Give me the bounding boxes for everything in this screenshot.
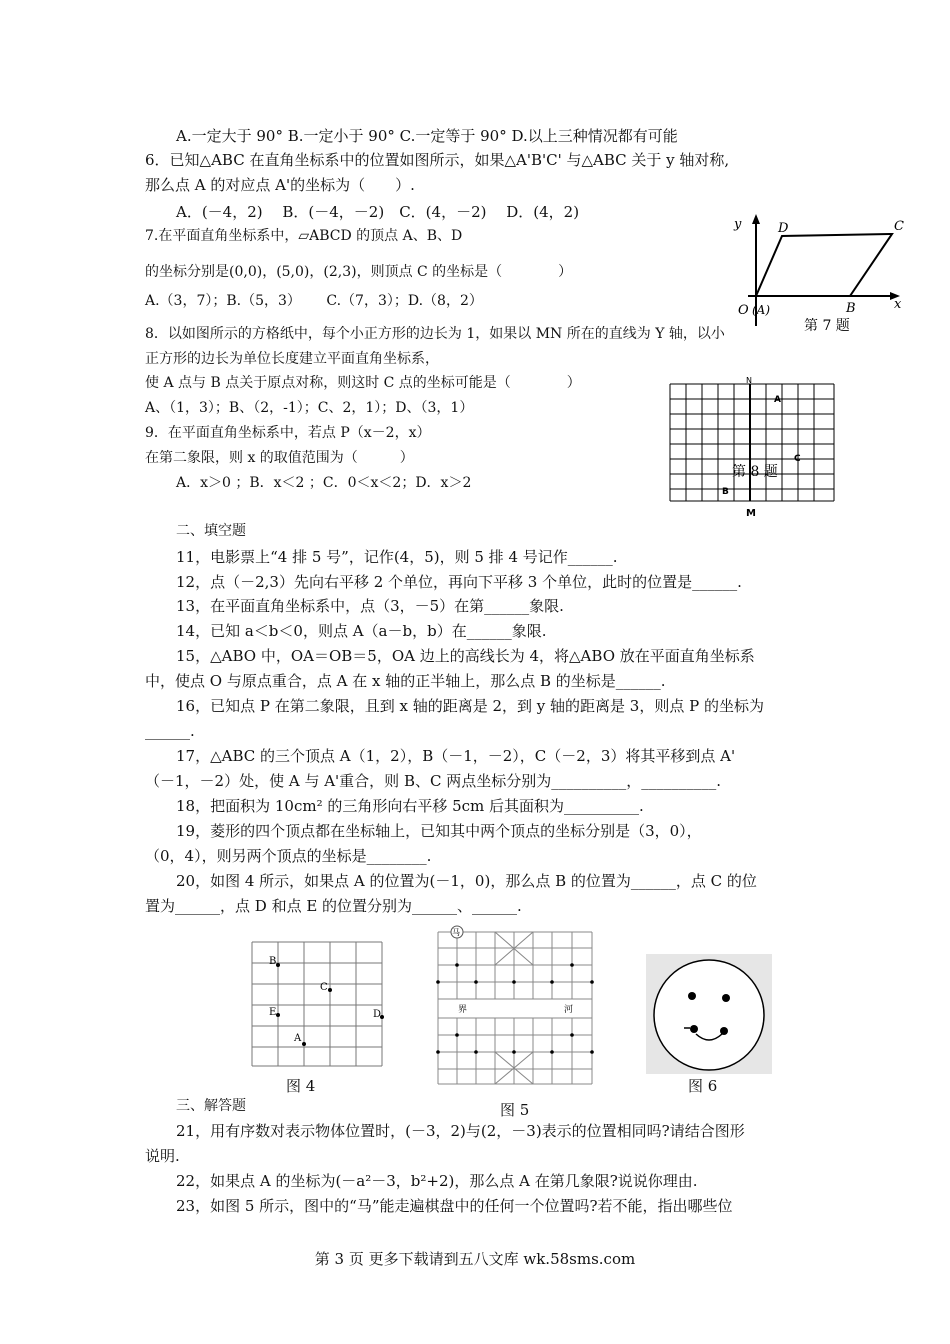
fig7-parallelogram (756, 234, 892, 296)
q7-line1: 7.在平面直角坐标系中，▱ABCD 的顶点 A、B、D (145, 228, 463, 244)
fig4-point-c (328, 988, 332, 992)
q16-line1: 16，已知点 P 在第二象限，且到 x 轴的距离是 2，到 y 轴的距离是 3，则点 P 的坐标为 (176, 697, 764, 715)
fig4-point-b (276, 963, 280, 967)
fig4-caption: 图 4 (286, 1077, 316, 1095)
q6-options: A．(－4，2) B．(－4，－2) C．(4，－2) D．(4，2) (176, 203, 580, 221)
q22: 22，如果点 A 的坐标为(－a²－3，b²+2)，那么点 A 在第几象限?说说你理由. (176, 1172, 698, 1190)
fig7-label-d: D (778, 221, 789, 236)
fig8-label-b: B (722, 487, 729, 497)
fig8-caption: 第 8 题 (732, 464, 778, 480)
fig4-label-b: B (269, 956, 277, 967)
q7-line2: 的坐标分别是(0,0)，(5,0)，(2,3)，则顶点 C 的坐标是（ ） (145, 264, 573, 280)
figure-6 (646, 954, 772, 1074)
q7-options: A.（3，7）；B.（5，3） C.（7，3）；D.（8，2） (145, 293, 483, 309)
figure-8 (664, 376, 840, 520)
q8-line3: 使 A 点与 B 点关于原点对称，则这时 C 点的坐标可能是（ ） (145, 375, 581, 391)
q18: 18，把面积为 10cm² 的三角形向右平移 5cm 后其面积为__________. (176, 797, 644, 815)
q15-line2: 中，使点 O 与原点重合，点 A 在 x 轴的正半轴上，那么点 B 的坐标是______. (145, 672, 666, 690)
q21-line1: 21，用有序数对表示物体位置时，(－3，2)与(2，－3)表示的位置相同吗?请结合图形 (176, 1122, 745, 1140)
q17-line1: 17，△ABC 的三个顶点 A（1，2），B（－1，－2），C（－2，3）将其平移到点 A' (176, 747, 736, 765)
fig6-face (654, 960, 764, 1070)
fig4-point-a (302, 1042, 306, 1046)
q6-line1: 6．已知△ABC 在直角坐标系中的位置如图所示，如果△A'B'C' 与△ABC 关于 y 轴对称, (145, 151, 730, 169)
q19-line2: （0，4），则另两个顶点的坐标是________. (145, 847, 432, 865)
q14: 14，已知 a＜b＜0，则点 A（a－b，b）在______象限. (176, 622, 547, 640)
fig8-label-n: N (746, 376, 752, 385)
fig8-label-c: C (794, 454, 801, 464)
q23: 23，如图 5 所示，图中的“马”能走遍棋盘中的任何一个位置吗?若不能，指出哪些位 (176, 1197, 733, 1215)
fig7-label-y: y (734, 217, 742, 232)
fig7-label-b: B (846, 301, 856, 316)
figure-7 (722, 208, 912, 338)
figure-4 (248, 938, 388, 1070)
fig7-label-x: x (894, 297, 902, 312)
fig4-label-c: C (320, 982, 328, 993)
q13: 13，在平面直角坐标系中，点（3，－5）在第______象限. (176, 597, 564, 615)
fig5-horse-label: 马 (452, 928, 460, 937)
q16-line2: ______. (145, 722, 195, 740)
fig4-point-e (276, 1013, 280, 1017)
q20-line1: 20，如图 4 所示，如果点 A 的位置为(－1，0)，那么点 B 的位置为______，点 C 的位 (176, 872, 757, 890)
q21-line2: 说明. (145, 1147, 180, 1165)
fig8-grid (670, 384, 834, 501)
q19-line1: 19，菱形的四个顶点都在坐标轴上，已知其中两个顶点的坐标分别是（3，0）， (176, 822, 702, 840)
q9-options: A．x＞0 ；B．x＜2 ；C．0＜x＜2；D．x＞2 (176, 475, 472, 491)
q20-line2: 置为______，点 D 和点 E 的位置分别为______、______. (145, 897, 522, 915)
figure-5 (436, 924, 596, 1086)
fig5-label-he: 河 (564, 1005, 574, 1015)
q6-line2: 那么点 A 的对应点 A'的坐标为（ ）. (145, 176, 415, 194)
q8-line2: 正方形的边长为单位长度建立平面直角坐标系， (145, 351, 439, 367)
fig5-label-jie: 界 (458, 1005, 468, 1015)
fig6-caption: 图 6 (688, 1077, 718, 1095)
page-footer: 第 3 页 更多下载请到五八文库 wk.58sms.com (314, 1250, 636, 1268)
q8-options: A、（1，3）；B、（2，-1）；C、2，1）；D、（3，1） (145, 400, 474, 416)
fig4-label-d: D (373, 1009, 382, 1020)
fig7-label-o: O (738, 303, 749, 318)
q9-line2: 在第二象限，则 x 的取值范围为（ ） (145, 450, 414, 466)
q9-line1: 9．在平面直角坐标系中，若点 P（x－2，x） (145, 425, 431, 441)
fig7-caption: 第 7 题 (804, 318, 850, 334)
fig6-right-eye (722, 994, 730, 1002)
fig4-label-a: A (294, 1033, 302, 1044)
q15-line1: 15，△ABO 中，OA＝OB＝5，OA 边上的高线长为 4，将△ABO 放在平面直角坐标系 (176, 647, 755, 665)
fig7-label-a: (A) (752, 303, 771, 317)
q8-line1: 8．以如图所示的方格纸中，每个小正方形的边长为 1，如果以 MN 所在的直线为 Y 轴，以小 (145, 326, 725, 342)
q11: 11，电影票上“4 排 5 号”，记作(4，5)，则 5 排 4 号记作______. (176, 548, 618, 566)
q5-options: A.一定大于 90° B.一定小于 90° C.一定等于 90° D.以上三种情况都有可能 (176, 127, 678, 145)
fig6-left-eye (688, 992, 696, 1000)
section-3-title: 三、解答题 (176, 1098, 246, 1114)
fig6-left-mouth-point (690, 1025, 698, 1033)
fig4-label-e: E (269, 1007, 277, 1018)
q12: 12，点（－2,3）先向右平移 2 个单位，再向下平移 3 个单位，此时的位置是______. (176, 573, 742, 591)
q17-line2: （－1，－2）处，使 A 与 A'重合，则 B、C 两点坐标分别为__________，__________. (145, 772, 721, 790)
fig8-label-a: A (774, 395, 781, 405)
fig7-y-arrow (752, 214, 760, 224)
fig7-label-c: C (894, 219, 904, 234)
section-2-title: 二、填空题 (176, 523, 246, 539)
fig8-label-m: M (746, 508, 756, 519)
fig5-caption: 图 5 (500, 1101, 530, 1119)
